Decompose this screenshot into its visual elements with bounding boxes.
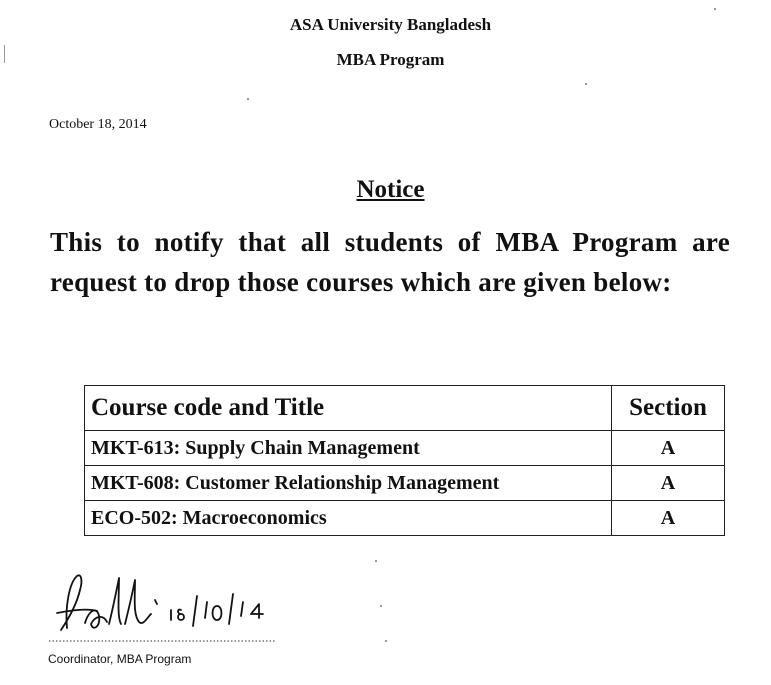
coordinator-title: Coordinator, MBA Program [48,652,192,666]
table-header-row [85,386,725,431]
course-cell: ECO-502: Macroeconomics [85,501,612,536]
university-name: ASA University Bangladesh [289,15,492,34]
column-header-course: Course code and Title [85,386,612,431]
notice-body: This to notify that all students of MBA Program are request to drop those courses which are given below: [50,227,730,297]
scan-speck [380,605,382,607]
program-name: MBA Program [336,50,445,69]
course-cell: MKT-608: Customer Relationship Management [85,466,612,501]
scan-speck [714,8,716,10]
column-header-section: Section [612,386,725,431]
course-cell: MKT-613: Supply Chain Management [85,431,612,466]
notice-date: October 18, 2014 [49,117,147,132]
section-cell: A [612,466,725,501]
signature-image [47,568,277,648]
notice-title: Notice [356,176,425,203]
table-row [85,466,725,501]
section-cell: A [612,501,725,536]
scan-speck [247,98,249,100]
table-row [85,501,725,536]
section-cell: A [612,431,725,466]
scan-speck [4,45,5,63]
scan-speck [585,83,587,85]
table-row [85,431,725,466]
courses-table [84,385,725,536]
scan-speck [385,640,387,642]
scan-speck [375,560,377,562]
